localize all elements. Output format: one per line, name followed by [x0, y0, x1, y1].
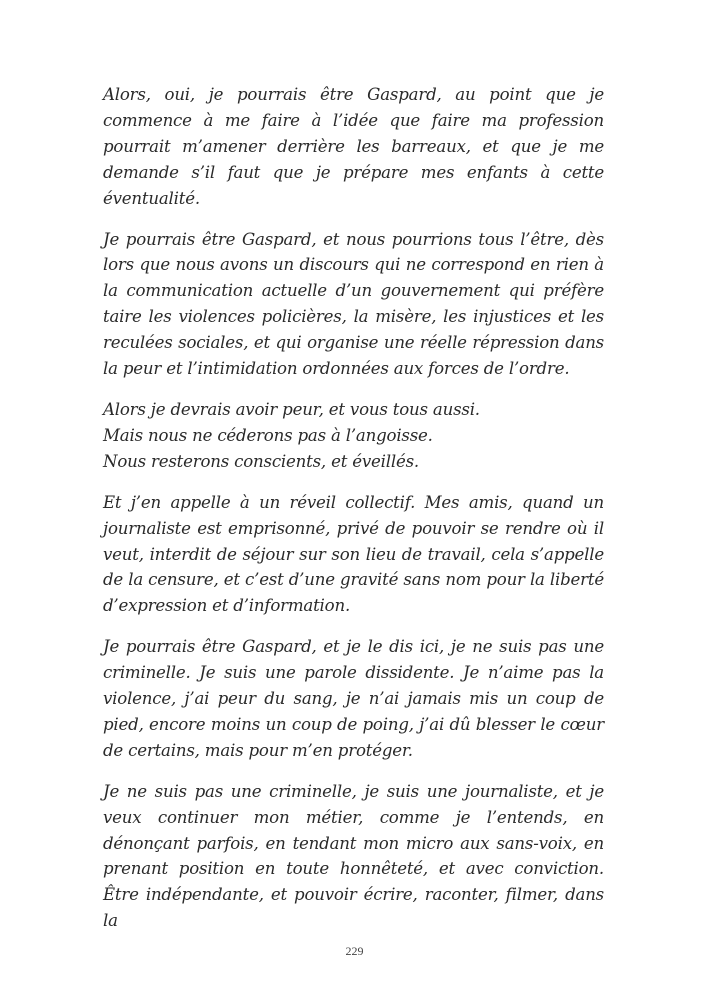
stanza-line: Mais nous ne céderons pas à l’angoisse.	[103, 425, 433, 445]
paragraph-5: Je pourrais être Gaspard, et je le dis ici, je ne suis pas une criminelle. Je suis une parole dissidente. Je n’aime pas la violence, j’ai peur du sang, je n’ai jamais mis un coup de pied, encore moins un coup de poing, j’ai dû blesser le cœur de certains, mais pour m’en protéger.	[103, 637, 604, 760]
stanza-line: Alors je devrais avoir peur, et vous tous aussi.	[103, 399, 480, 419]
paragraph-4: Et j’en appelle à un réveil collectif. Mes amis, quand un journaliste est emprisonné, privé de pouvoir se rendre où il veut, interdit de séjour sur son lieu de travail, cela s’appelle de la censure, et c’est d’une gravité sans nom pour la liberté d’expression et d’information.	[103, 492, 604, 616]
page-number: 229	[345, 944, 364, 958]
page-body	[103, 82, 604, 934]
paragraph-1: Alors, oui, je pourrais être Gaspard, au point que je commence à me faire à l’idée que faire ma profession pourrait m’amener derrière les barreaux, et que je me demande s’il faut que je prépare mes enfants à cette éventualité.	[103, 85, 604, 208]
paragraph-6: Je ne suis pas une criminelle, je suis une journaliste, et je veux continuer mon métier, comme je l’entends, en dénonçant parfois, en tendant mon micro aux sans-voix, en prenant position en toute honnêteté, et avec conviction. Être indépendante, et pouvoir écrire, raconter, filmer, dans la	[103, 781, 604, 931]
stanza-line: Nous resterons conscients, et éveillés.	[103, 451, 419, 471]
paragraph-2: Je pourrais être Gaspard, et nous pourrions tous l’être, dès lors que nous avons un discours qui ne correspond en rien à la communication actuelle d’un gouvernement qui préfère taire les violences policières, la misère, les injustices et les reculées sociales, et qui organise une réelle répression dans la peur et l’intimidation ordonnées aux forces de l’ordre.	[103, 229, 604, 379]
paragraph-3-stanza	[103, 397, 604, 475]
